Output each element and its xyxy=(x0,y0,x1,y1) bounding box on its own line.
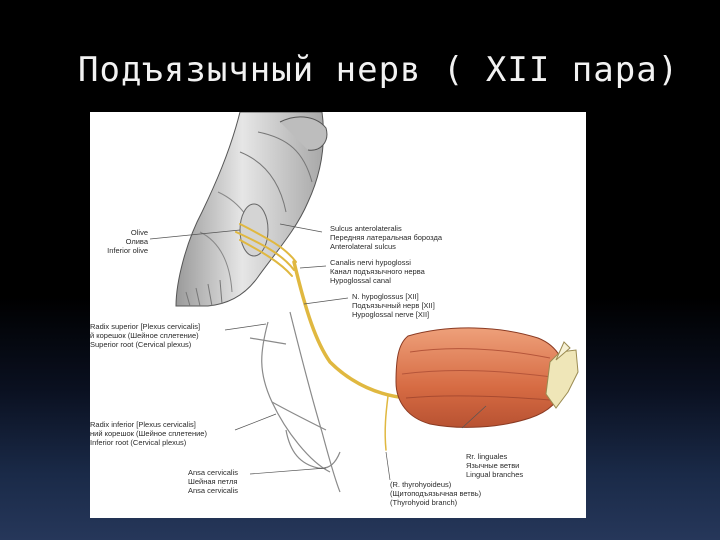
label-line: Sulcus anterolateralis xyxy=(330,224,402,233)
label-line: й корешок (Шейное сплетение) xyxy=(90,331,199,340)
label-line: Rr. linguales xyxy=(466,452,508,461)
label-line: Inferior root (Cervical plexus) xyxy=(90,438,187,447)
label-n-hypoglossus xyxy=(352,292,435,319)
tongue xyxy=(396,328,578,427)
label-line: Олива xyxy=(125,237,148,246)
label-line: ний корешок (Шейное сплетение) xyxy=(90,429,207,438)
label-radix-inferior xyxy=(90,420,207,447)
label-line: Канал подъязычного нерва xyxy=(330,267,425,276)
label-line: Ansa cervicalis xyxy=(188,486,239,495)
label-line: Передняя латеральная борозда xyxy=(330,233,442,242)
label-radix-superior xyxy=(90,322,200,349)
label-canalis xyxy=(330,258,425,285)
label-line: (Thyrohyoid branch) xyxy=(390,498,458,507)
label-line: N. hypoglossus [XII] xyxy=(352,292,419,301)
label-line: (R. thyrohyoideus) xyxy=(390,480,452,489)
label-line: Hypoglossal nerve [XII] xyxy=(352,310,430,319)
label-ansa-cervicalis xyxy=(188,468,238,495)
label-line: Radix superior [Plexus cervicalis] xyxy=(90,322,201,331)
label-line: Язычные ветви xyxy=(466,461,520,470)
label-sulcus xyxy=(330,224,442,251)
label-line: Шейная петля xyxy=(188,477,238,486)
label-line: Hypoglossal canal xyxy=(330,276,391,285)
anatomy-illustration xyxy=(90,112,586,518)
label-olive xyxy=(107,228,148,255)
label-line: Inferior olive xyxy=(107,246,148,255)
label-line: Lingual branches xyxy=(466,470,524,479)
label-line: Подъязычный нерв [XII] xyxy=(352,301,435,310)
label-r-thyrohyoideus xyxy=(390,480,481,507)
label-line: Ansa cervicalis xyxy=(188,468,239,477)
label-line: Superior root (Cervical plexus) xyxy=(90,340,192,349)
brainstem xyxy=(176,112,327,306)
label-line: Anterolateral sulcus xyxy=(330,242,396,251)
label-line: Radix inferior [Plexus cervicalis] xyxy=(90,420,196,429)
label-rr-linguales xyxy=(466,452,523,479)
label-line: Canalis nervi hypoglossi xyxy=(330,258,411,267)
label-line: (Щитоподъязычная ветвь) xyxy=(390,489,482,498)
slide-title: Подъязычный нерв ( XII пара) xyxy=(78,50,680,90)
cervical-plexus xyxy=(250,312,340,492)
label-line: Olive xyxy=(130,228,148,237)
